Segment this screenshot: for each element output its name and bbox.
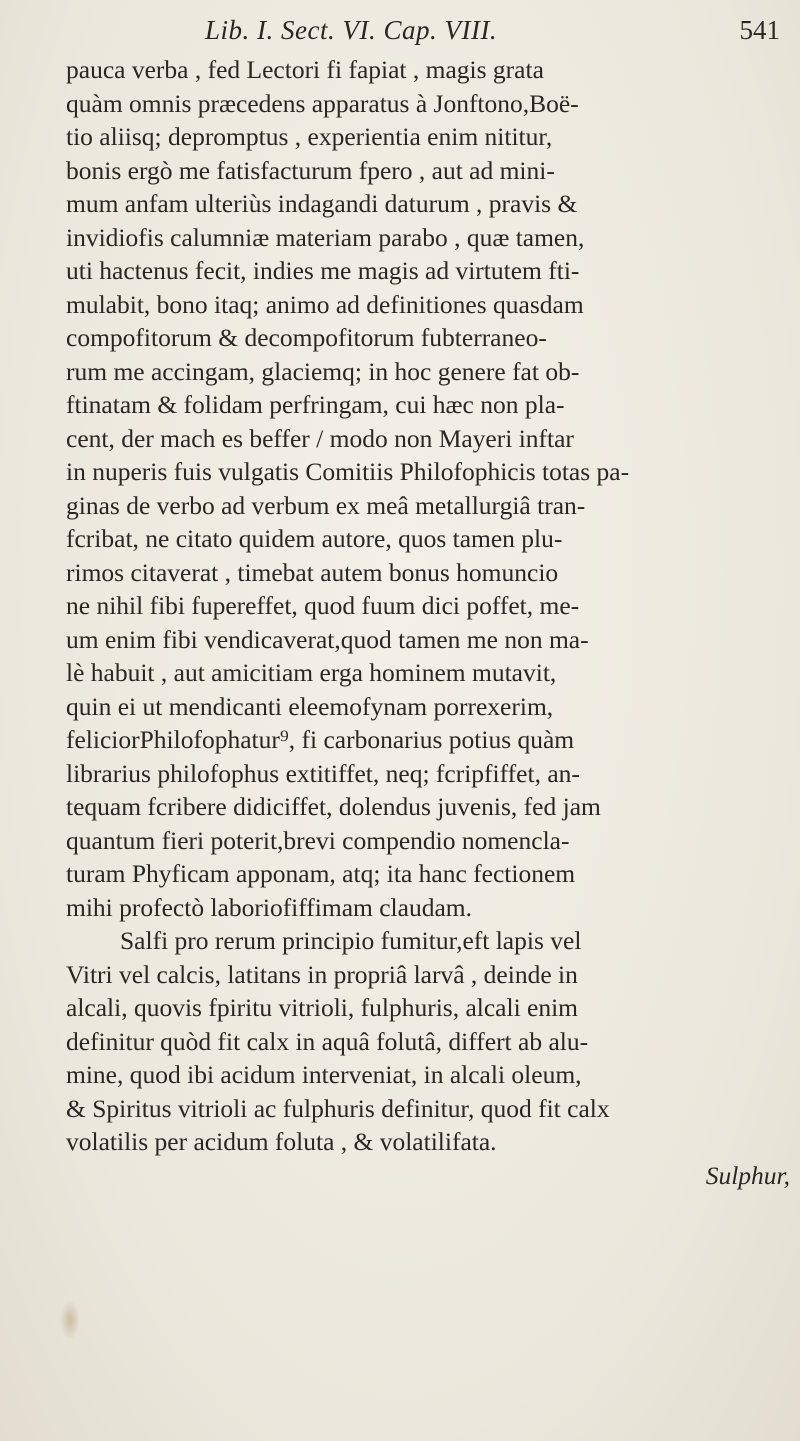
text-line: ftinatam & folidam perfringam, cui hæc non pla-	[66, 390, 565, 419]
body-text	[66, 53, 796, 1192]
page-number: 541	[739, 15, 780, 45]
text-line: Vitri vel calcis, latitans in propriâ larvâ , deinde in	[66, 959, 578, 989]
text-line: invidiofis calumniæ materiam parabo , quæ tamen,	[66, 222, 585, 252]
text-line: ginas de verbo ad verbum ex meâ metallurgiâ tran-	[66, 490, 586, 520]
text-line: um enim fibi vendicaverat,quod tamen me non ma-	[66, 624, 589, 654]
text-line: mihi profectò laboriofiffimam claudam.	[66, 892, 472, 922]
text-line: tequam fcribere didiciffet, dolendus juvenis, fed jam	[66, 792, 601, 821]
text-line: uti hactenus fecit, indies me magis ad virtutem fti-	[66, 256, 580, 285]
text-line: ne nihil fibi fupereffet, quod fuum dici poffet, me-	[66, 591, 580, 620]
text-line: volatilis per acidum foluta , & volatilifata.	[66, 1127, 497, 1156]
text-line: mine, quod ibi acidum interveniat, in alcali oleum,	[66, 1060, 582, 1089]
page-header	[205, 10, 780, 50]
text-line: feliciorPhilofophatur⁹, fi carbonarius potius quàm	[66, 725, 575, 754]
text-line: cent, der mach es beffer / modo non Mayeri inftar	[66, 423, 574, 453]
text-line: definitur quòd fit calx in aquâ folutâ, differt ab alu-	[66, 1026, 589, 1056]
text-line: rimos citaverat , timebat autem bonus homuncio	[66, 557, 559, 587]
text-line: mulabit, bono itaq; animo ad definitiones quasdam	[66, 289, 584, 319]
text-line: turam Phyficam apponam, atq; ita hanc fectionem	[66, 859, 576, 888]
text-line: alcali, quovis fpiritu vitrioli, fulphuris, alcali enim	[66, 993, 579, 1022]
text-line: quàm omnis præcedens apparatus à Jonftono,Boë-	[66, 88, 579, 118]
text-line: Salfi pro rerum principio fumitur,eft lapis vel	[120, 926, 582, 955]
running-head: Lib. I. Sect. VI. Cap. VIII.	[205, 15, 498, 45]
paper-stain	[60, 1300, 80, 1340]
text-line: librarius philofophus extitiffet, neq; fcripfiffet, an-	[66, 758, 580, 788]
text-line: lè habuit , aut amicitiam erga hominem mutavit,	[66, 658, 557, 687]
text-line: in nuperis fuis vulgatis Comitiis Philofophicis totas pa-	[66, 457, 630, 486]
text-line: tio aliisq; depromptus , experientia enim nititur,	[66, 122, 553, 151]
text-line: fcribat, ne citato quidem autore, quos tamen plu-	[66, 524, 563, 553]
text-line: pauca verba , fed Lectori fi fapiat , magis grata	[66, 55, 544, 84]
text-line: compofitorum & decompofitorum fubterraneo-	[66, 323, 547, 352]
text-line: & Spiritus vitrioli ac fulphuris definitur, quod fit calx	[66, 1093, 610, 1123]
text-line: quin ei ut mendicanti eleemofynam porrexerim,	[66, 691, 554, 721]
text-line: bonis ergò me fatisfacturum fpero , aut ad mini-	[66, 155, 555, 185]
catchword: Sulphur,	[705, 1160, 790, 1190]
text-line: quantum fieri poterit,brevi compendio nomencla-	[66, 825, 570, 855]
text-line: mum anfam ulteriùs indagandi daturum , pravis &	[66, 189, 578, 218]
text-line: rum me accingam, glaciemq; in hoc genere fat ob-	[66, 356, 580, 386]
